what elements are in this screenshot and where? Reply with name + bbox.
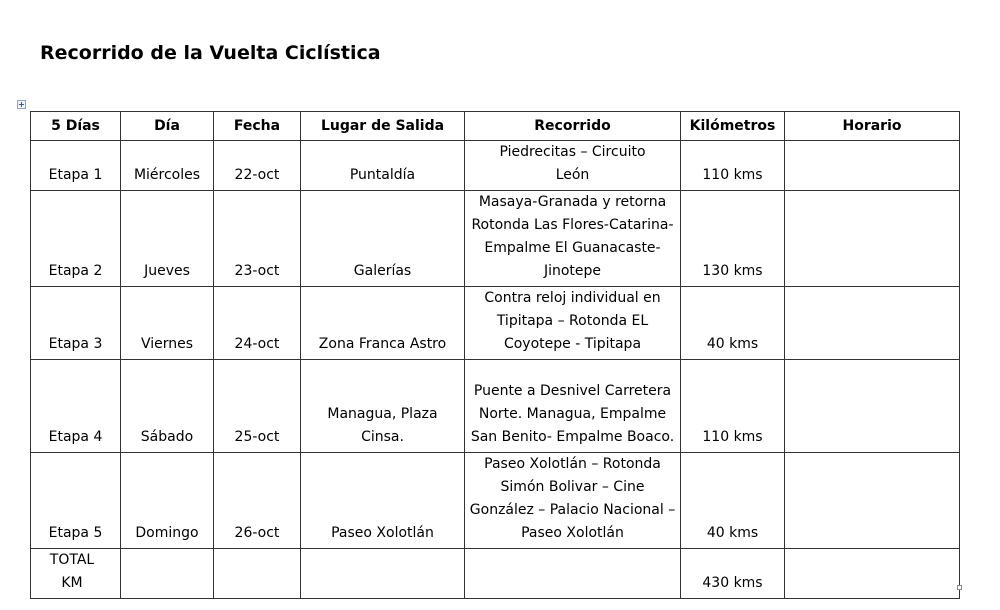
table-row-etapa-4 [31,360,960,453]
cell-dia: Miércoles [121,141,214,191]
cell-etapa: Etapa 4 [31,360,121,453]
cell-fecha: 26-oct [214,453,301,549]
cell-km: 110 kms [681,141,785,191]
header-dias: 5 Días [31,112,121,141]
cell-horario [785,453,960,549]
cell-dia: Sábado [121,360,214,453]
table-row-etapa-1 [31,141,960,191]
cell-empty [785,549,960,599]
table-row-etapa-3 [31,287,960,360]
recorrido-text: Contra reloj individual en Tipitapa – Rotonda EL Coyotepe - Tipitapa [484,290,661,352]
cell-lugar: Zona Franca Astro [301,287,465,360]
lugar-text: Managua, Plaza Cinsa. [327,406,438,445]
cell-km: 110 kms [681,360,785,453]
cell-etapa: Etapa 5 [31,453,121,549]
cell-recorrido [465,360,681,453]
cell-recorrido [465,287,681,360]
cell-recorrido [465,141,681,191]
cell-fecha: 25-oct [214,360,301,453]
table-row-etapa-2 [31,191,960,287]
table-row-etapa-5 [31,453,960,549]
recorrido-text: Puente a Desnivel Carretera Norte. Managua, Empalme San Benito- Empalme Boaco. [470,383,675,445]
cell-etapa: Etapa 2 [31,191,121,287]
header-kilometros: Kilómetros [681,112,785,141]
document-title: Recorrido de la Vuelta Ciclística [40,42,381,64]
table-row-total [31,549,960,599]
cell-dia: Jueves [121,191,214,287]
recorrido-text: Paseo Xolotlán – Rotonda Simón Bolivar – Cine González – Palacio Nacional – Paseo Xolotlán [469,456,676,541]
cell-empty [121,549,214,599]
table-resize-handle-icon[interactable] [957,585,962,590]
route-table [30,111,960,599]
recorrido-text: Masaya-Granada y retorna Rotonda Las Flores-Catarina-Empalme El Guanacaste-Jinotepe [471,194,674,279]
cell-fecha: 22-oct [214,141,301,191]
cell-empty [214,549,301,599]
cell-horario [785,191,960,287]
cell-etapa: Etapa 3 [31,287,121,360]
cell-dia: Viernes [121,287,214,360]
cell-lugar: Galerías [301,191,465,287]
cell-dia: Domingo [121,453,214,549]
header-fecha: Fecha [214,112,301,141]
recorrido-text: Piedrecitas – Circuito León [499,144,646,183]
cell-lugar: Puntaldía [301,141,465,191]
table-move-handle-icon[interactable] [17,100,26,109]
cell-km: 40 kms [681,453,785,549]
cell-empty [465,549,681,599]
total-label-text: TOTAL KM [49,552,95,591]
cell-fecha: 24-oct [214,287,301,360]
cell-lugar: Paseo Xolotlán [301,453,465,549]
table-header-row [31,112,960,141]
cell-km: 130 kms [681,191,785,287]
cell-recorrido [465,453,681,549]
cell-horario [785,141,960,191]
cell-km: 40 kms [681,287,785,360]
header-dia: Día [121,112,214,141]
cell-empty [301,549,465,599]
cell-horario [785,287,960,360]
cell-total-label [31,549,121,599]
header-horario: Horario [785,112,960,141]
cell-total-km: 430 kms [681,549,785,599]
cell-lugar [301,360,465,453]
cell-horario [785,360,960,453]
cell-etapa: Etapa 1 [31,141,121,191]
cell-recorrido [465,191,681,287]
header-lugar-salida: Lugar de Salida [301,112,465,141]
cell-fecha: 23-oct [214,191,301,287]
header-recorrido: Recorrido [465,112,681,141]
